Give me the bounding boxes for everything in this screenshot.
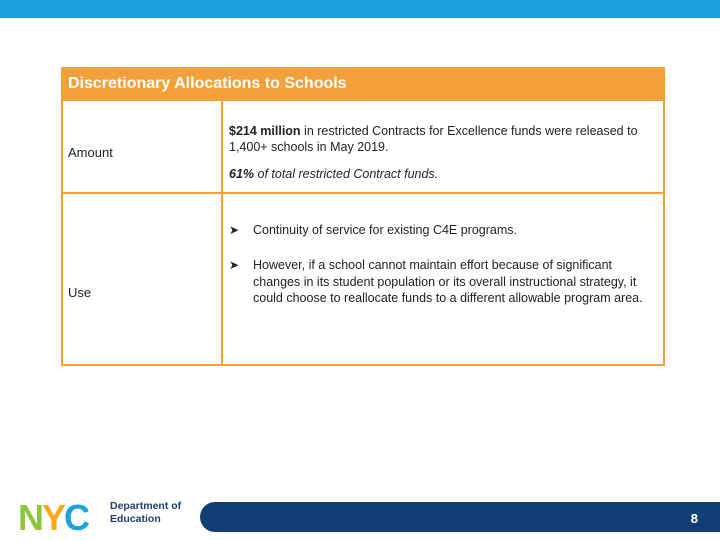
amount-bold: $214 million	[229, 124, 301, 138]
percent-rest: of total restricted Contract funds.	[254, 167, 439, 181]
row-label-cell	[63, 194, 223, 364]
table-row-amount	[63, 101, 663, 194]
bullet-text: Continuity of service for existing C4E programs.	[253, 223, 517, 237]
amount-text	[229, 123, 649, 155]
row-label-amount: Amount	[68, 145, 113, 160]
bullet-text: However, if a school cannot maintain effort because of significant changes in its student population or its overall instructional strategy, it could choose to reallocate funds to a different allowable program area.	[253, 258, 643, 305]
arrow-bullet-icon: ➤	[229, 223, 240, 237]
footer-bar	[200, 502, 720, 532]
nyc-logo-text: NYC	[18, 497, 89, 538]
row-content-use	[223, 194, 663, 364]
department-line2: Education	[110, 513, 161, 525]
top-accent-bar	[0, 0, 720, 18]
table-row-use	[63, 194, 663, 364]
allocations-table	[61, 67, 665, 366]
percent-bold: 61%	[229, 167, 255, 181]
row-content-amount	[223, 101, 663, 192]
table-title: Discretionary Allocations to Schools	[63, 69, 663, 101]
row-label-use: Use	[68, 285, 92, 300]
page-number: 8	[690, 511, 698, 526]
list-item	[229, 222, 653, 239]
amount-rest: in restricted Contracts for Excellence funds were released to 1,400+ schools in May 2019.	[229, 124, 638, 154]
list-item	[229, 257, 653, 307]
department-line1: Department of	[110, 500, 182, 512]
percent-text	[229, 166, 649, 182]
row-label-cell	[63, 101, 223, 192]
arrow-bullet-icon: ➤	[229, 258, 240, 272]
department-name	[110, 500, 210, 526]
